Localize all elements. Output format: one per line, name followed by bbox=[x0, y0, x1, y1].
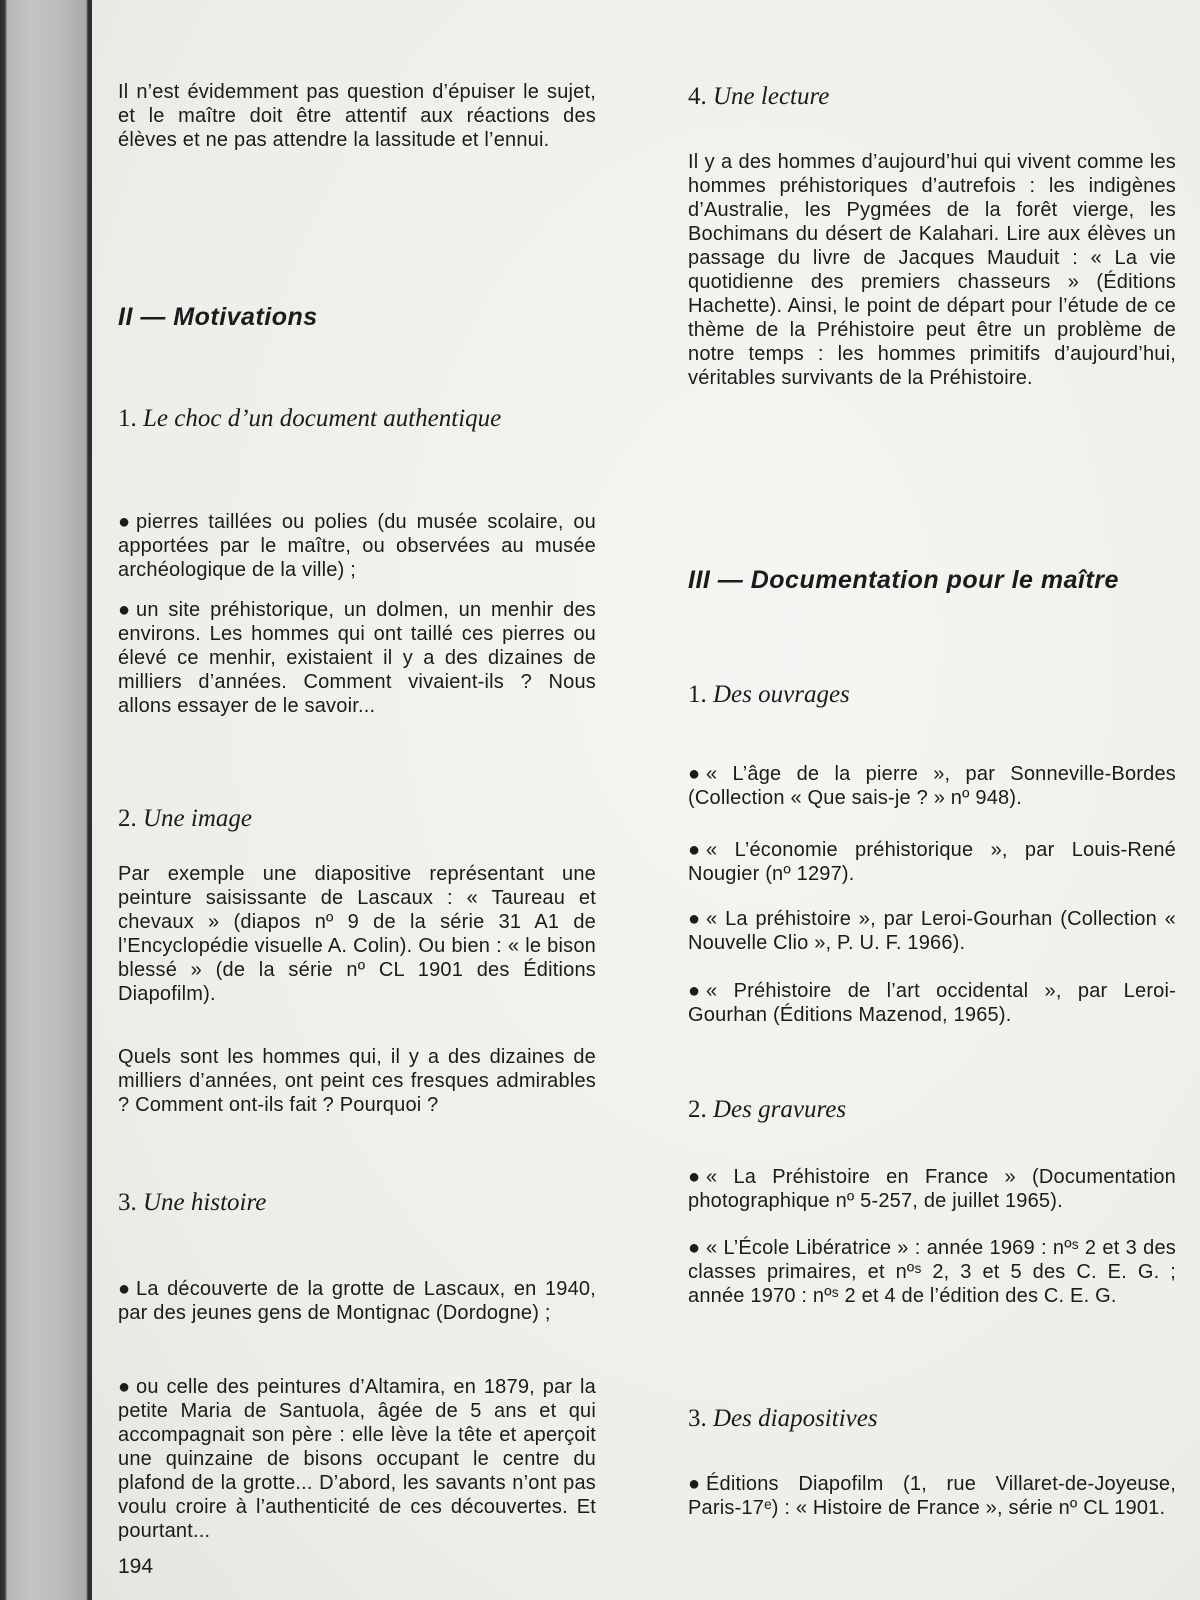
paragraph-block bbox=[118, 1045, 596, 1117]
section-heading-documentation: III — Documentation pour le maître bbox=[688, 566, 1119, 594]
paragraph-block bbox=[118, 862, 596, 1006]
intro-paragraph: Il n’est évidemment pas question d’épuiser le sujet, et le maître doit être attentif aux réactions des élèves et ne pas attendre la lassitude et l’ennui. bbox=[118, 81, 596, 151]
subheading-block bbox=[688, 82, 1176, 111]
bullet-icon: ● bbox=[118, 1278, 131, 1300]
section-heading-motivations: II — Motivations bbox=[118, 303, 318, 331]
subheading-text: Des gravures bbox=[713, 1096, 847, 1123]
subheading-number: 2. bbox=[688, 1096, 707, 1123]
subheading-block bbox=[688, 1095, 1176, 1124]
subheading-text: Des diapositives bbox=[713, 1405, 878, 1432]
section-heading-block bbox=[688, 565, 1176, 595]
list-item-text: « L’économie préhistorique », par Louis-René Nougier (nº 1297). bbox=[688, 839, 1176, 885]
bullet-icon: ● bbox=[118, 1376, 131, 1398]
subheading-number: 2. bbox=[118, 805, 137, 832]
list-item-block bbox=[688, 838, 1176, 886]
bullet-icon: ● bbox=[688, 908, 701, 930]
list-item-text: « L’École Libératrice » : année 1969 : nºˢ 2 et 3 des classes primaires, et nºˢ 2, 3 et 5 des C. E. G. ; année 1970 : nºˢ 2 et 4 de l’édition des C. E. G. bbox=[688, 1237, 1176, 1307]
subheading-une-image bbox=[118, 804, 596, 833]
subheading-une-lecture bbox=[688, 82, 1176, 111]
list-item bbox=[688, 1472, 1176, 1520]
list-item-text: La découverte de la grotte de Lascaux, en 1940, par des jeunes gens de Montignac (Dordogne) ; bbox=[118, 1278, 596, 1324]
list-item-block bbox=[688, 1472, 1176, 1520]
list-item-block bbox=[688, 979, 1176, 1027]
list-item-text: « La préhistoire », par Leroi-Gourhan (Collection « Nouvelle Clio », P. U. F. 1966). bbox=[688, 908, 1176, 954]
subheading-block bbox=[118, 404, 596, 433]
list-item bbox=[688, 907, 1176, 955]
page-number: 194 bbox=[118, 1555, 154, 1578]
list-item bbox=[688, 1165, 1176, 1213]
subheading-des-ouvrages bbox=[688, 680, 1176, 709]
list-item-block bbox=[118, 1375, 596, 1543]
subheading-block bbox=[118, 804, 596, 833]
subheading-une-histoire bbox=[118, 1188, 596, 1217]
subheading-number: 4. bbox=[688, 83, 707, 110]
paragraph: Il y a des hommes d’aujourd’hui qui vivent comme les hommes préhistoriques d’autrefois : les indigènes d’Australie, les Pygmées de la forêt vierge, les Bochimans du désert de Kalahari. Lire aux élèves un passage du livre de Jacques Mauduit : « La vie quotidienne des premiers chasseurs » (Éditions Hachette). Ainsi, le point de départ pour l’étude de ce thème de la Préhistoire peut être un problème de notre temps : les hommes primitifs d’aujourd’hui, véritables survivants de la Préhistoire. bbox=[688, 151, 1176, 389]
list-item-text: « Préhistoire de l’art occidental », par Leroi-Gourhan (Éditions Mazenod, 1965). bbox=[688, 980, 1176, 1026]
list-item bbox=[688, 838, 1176, 886]
list-item bbox=[118, 598, 596, 718]
subheading-number: 3. bbox=[118, 1189, 137, 1216]
section-heading-block bbox=[118, 302, 596, 332]
subheading-block bbox=[118, 1188, 596, 1217]
list-item bbox=[688, 979, 1176, 1027]
list-item-block bbox=[688, 1236, 1176, 1308]
subheading-number: 1. bbox=[118, 405, 137, 432]
list-item-block bbox=[688, 1165, 1176, 1213]
list-item-block bbox=[688, 762, 1176, 810]
paragraph: Par exemple une diapositive représentant une peinture saisissante de Lascaux : « Taureau et chevaux » (diapos nº 9 de la série 31 A1 de l’Encyclopédie visuelle A. Colin). Ou bien : « le bison blessé » (de la série nº CL 1901 des Éditions Diapofilm). bbox=[118, 863, 596, 1005]
subheading-text: Le choc d’un document authentique bbox=[143, 405, 502, 432]
subheading-text: Des ouvrages bbox=[713, 681, 850, 708]
list-item bbox=[688, 1236, 1176, 1308]
list-item-text: « L’âge de la pierre », par Sonneville-Bordes (Collection « Que sais-je ? » nº 948). bbox=[688, 763, 1176, 809]
list-item-text: Éditions Diapofilm (1, rue Villaret-de-Joyeuse, Paris-17ᵉ) : « Histoire de France », série nº CL 1901. bbox=[688, 1473, 1176, 1519]
list-item-text: un site préhistorique, un dolmen, un menhir des environs. Les hommes qui ont taillé ces pierres ou élevé ce menhir, existaient il y a des dizaines de milliers d’années. Comment vivaient-ils ? Nous allons essayer de le savoir... bbox=[118, 599, 596, 717]
bullet-icon: ● bbox=[688, 1166, 701, 1188]
bullet-icon: ● bbox=[118, 599, 131, 621]
list-item-text: « La Préhistoire en France » (Documentation photographique nº 5-257, de juillet 1965). bbox=[688, 1166, 1176, 1212]
subheading-text: Une lecture bbox=[713, 83, 830, 110]
list-item-text: ou celle des peintures d’Altamira, en 1879, par la petite Maria de Santuola, âgée de 5 ans et qui accompagnait son père : elle lève la tête et aperçoit une quinzaine de bisons occupant le centre du plafond de la grotte... D’abord, les savants n’ont pas voulu croire à l’authenticité de ces découvertes. Et pourtant... bbox=[118, 1376, 596, 1542]
list-item-block bbox=[688, 907, 1176, 955]
list-item-block bbox=[118, 598, 596, 718]
intro-paragraph-block bbox=[118, 80, 596, 152]
subheading-number: 3. bbox=[688, 1405, 707, 1432]
list-item bbox=[688, 762, 1176, 810]
list-item-text: pierres taillées ou polies (du musée scolaire, ou apportées par le maître, ou observées au musée archéologique de la ville) ; bbox=[118, 511, 596, 581]
bullet-icon: ● bbox=[688, 980, 701, 1002]
subheading-text: Une image bbox=[143, 805, 252, 832]
subheading-des-diapositives bbox=[688, 1404, 1176, 1433]
paragraph: Quels sont les hommes qui, il y a des dizaines de milliers d’années, ont peint ces fresques admirables ? Comment ont-ils fait ? Pourquoi ? bbox=[118, 1046, 596, 1116]
list-item-block bbox=[118, 1277, 596, 1325]
list-item-block bbox=[118, 510, 596, 582]
subheading-text: Une histoire bbox=[143, 1189, 267, 1216]
paragraph-block bbox=[688, 150, 1176, 390]
list-item bbox=[118, 1375, 596, 1543]
bullet-icon: ● bbox=[688, 1473, 701, 1495]
subheading-des-gravures bbox=[688, 1095, 1176, 1124]
bullet-icon: ● bbox=[688, 839, 701, 861]
book-spine-margin bbox=[0, 0, 92, 1600]
subheading-block bbox=[688, 1404, 1176, 1433]
list-item bbox=[118, 1277, 596, 1325]
bullet-icon: ● bbox=[688, 1237, 701, 1259]
subheading-block bbox=[688, 680, 1176, 709]
list-item bbox=[118, 510, 596, 582]
bullet-icon: ● bbox=[688, 763, 701, 785]
bullet-icon: ● bbox=[118, 511, 131, 533]
subheading-number: 1. bbox=[688, 681, 707, 708]
subheading-choc-document bbox=[118, 404, 596, 433]
